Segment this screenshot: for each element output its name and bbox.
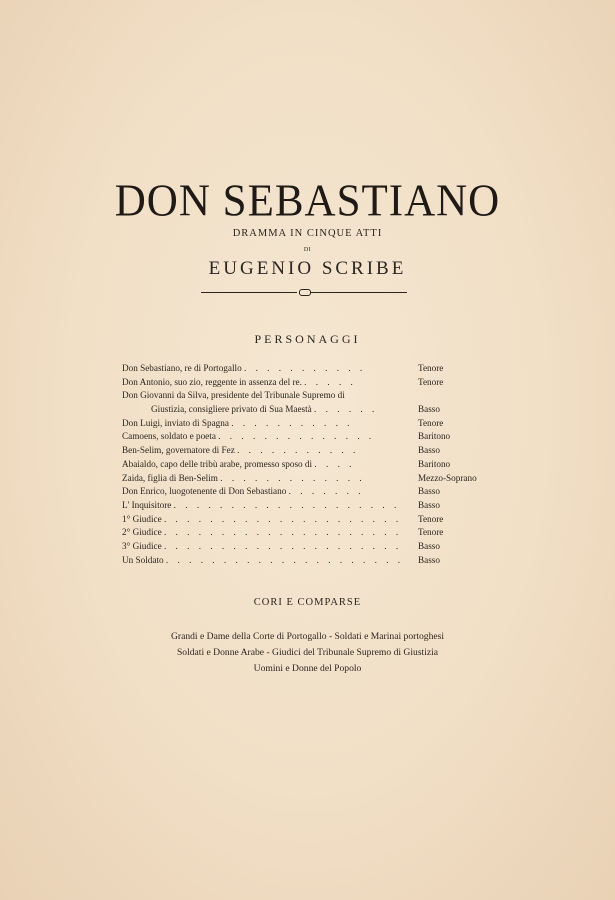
voice-type: Basso [418, 554, 440, 565]
role-description: Camoens, soldato e poeta [122, 431, 216, 442]
leader-dots: . . . . . [304, 376, 357, 387]
cast-row [122, 499, 492, 513]
cast-role [122, 526, 414, 540]
cori-line: Uomini e Donne del Popolo [253, 663, 362, 674]
voice-type: Tenore [418, 527, 444, 538]
voice-type: Tenore [418, 363, 444, 373]
cast-role [122, 444, 414, 458]
personaggi-heading: PERSONAGGI [254, 332, 361, 346]
leader-dots: . . . . . . . . . . . . . [220, 472, 366, 483]
rule-left [201, 292, 297, 293]
cast-row [122, 485, 492, 499]
cast-role [122, 430, 414, 444]
leader-dots: . . . . . . . . . . . [243, 363, 366, 373]
voice-type: Baritono [418, 458, 451, 469]
leader-dots: . . . . . . . . . . . . . . [218, 431, 375, 442]
cori-list [0, 629, 615, 677]
cast-row [122, 389, 492, 416]
cast-role [122, 513, 414, 527]
page-title: DON SEBASTIANO [114, 176, 501, 227]
cast-role [122, 389, 414, 416]
cast-row [122, 526, 492, 540]
voice-type: Basso [418, 404, 440, 415]
leader-dots: . . . . [314, 458, 355, 469]
leader-dots: . . . . . . . . . . . . . . . . . . . . . [163, 513, 402, 524]
voice-type: Basso [418, 540, 440, 551]
voice-type: Basso [418, 486, 440, 497]
leader-dots: . . . . . . . . . . . . . . . . . . . . . [165, 554, 404, 565]
role-description: Don Luigi, inviato di Spagna [122, 417, 229, 428]
role-description: L' Inquisitore [122, 499, 172, 510]
voice-type: Baritono [418, 431, 451, 442]
role-description: Zaida, figlia di Ben-Selim [122, 472, 218, 483]
cast-row [122, 430, 492, 444]
cast-list [122, 362, 492, 567]
role-description: Ben-Selim, governatore di Fez [122, 445, 235, 456]
cast-role [122, 554, 414, 568]
subtitle: DRAMMA IN CINQUE ATTI [232, 228, 383, 239]
cast-row [122, 376, 492, 390]
cori-heading: CORI E COMPARSE [253, 597, 362, 608]
leader-dots: . . . . . . . [288, 486, 364, 497]
voice-type: Tenore [418, 376, 444, 387]
cast-role [122, 417, 414, 431]
role-description: Abaialdo, capo delle tribù arabe, promesso sposo di [122, 458, 313, 469]
voice-type: Mezzo-Soprano [418, 472, 477, 483]
role-description: 1° Giudice [122, 513, 162, 524]
cori-line: Grandi e Dame della Corte di Portogallo - Soldati e Marinai portoghesi [170, 631, 445, 642]
role-description: Don Giovanni da Silva, presidente del Tribunale Supremo di [122, 390, 345, 401]
leader-dots: . . . . . . . . . . . [237, 445, 359, 456]
leader-dots: . . . . . . . . . . . . . . . . . . . . . [163, 540, 402, 551]
voice-type: Basso [418, 499, 440, 510]
cast-row [122, 472, 492, 486]
voice-type: Tenore [418, 513, 444, 524]
cast-role [122, 540, 414, 554]
cast-role [122, 485, 414, 499]
role-description: Don Antonio, suo zio, reggente in assenza del re. [122, 376, 302, 387]
cast-row [122, 362, 492, 376]
voice-type: Basso [418, 445, 440, 456]
cast-role [122, 499, 414, 513]
cast-role [122, 472, 414, 486]
role-description: Don Enrico, luogotenente di Don Sebastiano [122, 486, 287, 497]
cast-row [122, 417, 492, 431]
cast-row [122, 554, 492, 568]
leader-dots: . . . . . . . . . . . . . . . . . . . . . [163, 527, 402, 538]
role-description: Don Sebastiano, re di Portogallo [122, 363, 242, 373]
cast-row [122, 513, 492, 527]
cast-role [122, 362, 414, 376]
role-description: 2° Giudice [122, 527, 162, 538]
cast-row [122, 540, 492, 554]
role-description-continued [122, 403, 414, 417]
cori-line: Soldati e Donne Arabe - Giudici del Tribunale Supremo di Giustizia [176, 647, 439, 658]
role-description-cont-text: Giustizia, consigliere privato di Sua Maestà [151, 404, 312, 415]
leader-dots: . . . . . . . . . . . [231, 417, 353, 428]
cast-role [122, 458, 414, 472]
by-word: DI [303, 247, 312, 253]
author-name: EUGENIO SCRIBE [208, 258, 407, 279]
rule-right [311, 292, 407, 293]
cast-role [122, 376, 414, 390]
cast-row [122, 444, 492, 458]
role-description: Un Soldato [122, 554, 164, 565]
leader-dots: . . . . . . [314, 404, 378, 415]
ornament-knot-icon [299, 289, 311, 296]
leader-dots: . . . . . . . . . . . . . . . . . . . . [173, 499, 400, 510]
voice-type: Tenore [418, 417, 444, 428]
role-description: 3° Giudice [122, 540, 162, 551]
ornamental-rule [201, 287, 407, 297]
cast-row [122, 458, 492, 472]
